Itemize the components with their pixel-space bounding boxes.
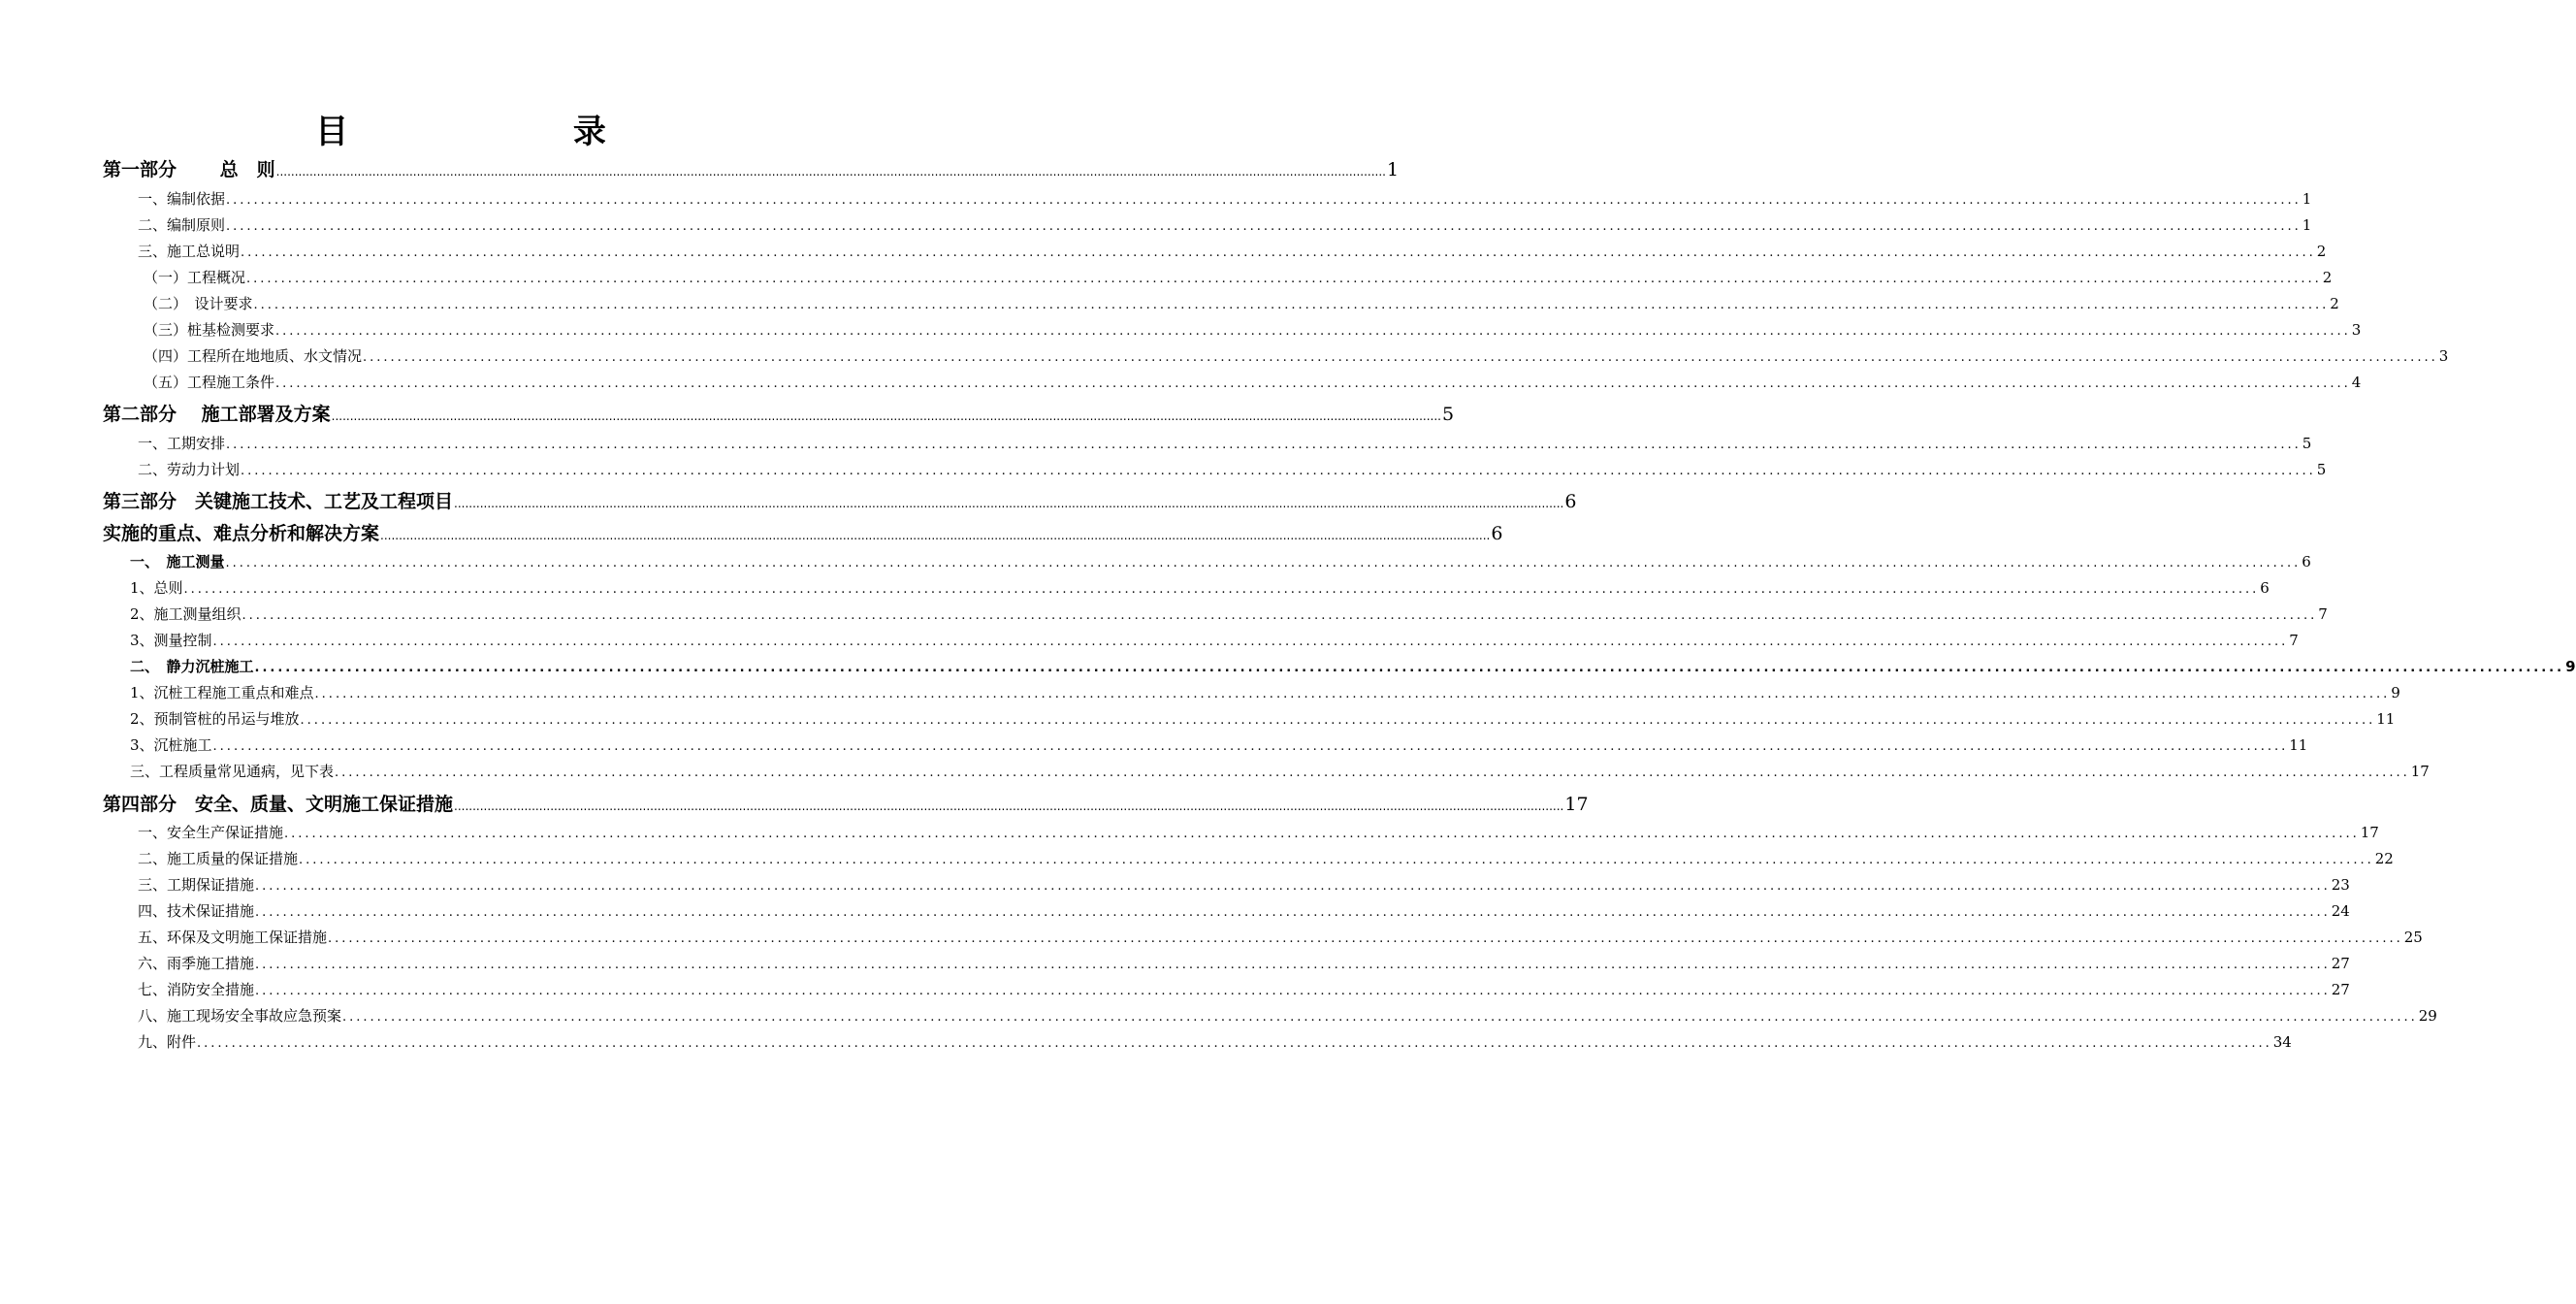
toc-entry-page-number: 6 [1491,523,1503,544]
toc-entry[interactable] [138,953,2350,973]
toc-entry-label: 九、附件 [138,1033,197,1051]
toc-leader-dots: ............................................................................................................................................................................................................................................................................................................ [454,799,1564,813]
toc-entry[interactable] [130,577,2270,598]
toc-leader-dots: ............................................................................................................................................................................................................................................................................................................ [242,608,2318,623]
toc-entry-label: 2、施工测量组织 [130,605,242,623]
toc-entry-label: 三、施工总说明 [138,243,241,260]
toc-entry-page-number: 6 [2302,553,2311,570]
toc-entry-label: 三、工程质量常见通病，见下表 [130,763,335,780]
toc-entry-label: 3、沉桩施工 [130,736,212,754]
toc-entry[interactable] [138,241,2327,261]
toc-entry-page-number: 34 [2272,1033,2292,1051]
page-title: 目 录 [315,113,713,151]
toc-leader-dots: ............................................................................................................................................................................................................................................................................................................ [335,766,2410,780]
toc-entry-page-number: 22 [2374,850,2394,867]
toc-entry-page-number: 3 [2351,321,2362,339]
toc-entry-page-number: 23 [2331,876,2350,894]
toc-entry[interactable] [138,459,2327,479]
toc-entry[interactable] [144,345,2449,366]
toc-entry[interactable] [144,372,2362,392]
toc-leader-dots: ............................................................................................................................................................................................................................................................................................................ [183,582,2260,597]
toc-entry-label: 1、沉桩工程施工重点和难点 [130,684,314,701]
toc-entry-label: 六、雨季施工措施 [138,955,255,972]
toc-entry-label: 第二部分 施工部署及方案 [103,404,331,425]
toc-leader-dots: ............................................................................................................................................................................................................................................................................................................ [300,713,2376,728]
toc-entry-page-number: 7 [2318,605,2328,623]
toc-leader-dots: ............................................................................................................................................................................................................................................................................................................ [275,165,1386,179]
toc-leader-dots: ............................................................................................................................................................................................................................................................................................................ [331,409,1441,423]
toc-entry-label: 一、安全生产保证措施 [138,824,284,841]
toc-leader-dots: ............................................................................................................................................................................................................................................................................................................ [314,687,2391,701]
toc-entry[interactable] [103,519,1503,545]
toc-entry-label: 一、 施工测量 [130,553,225,570]
toc-entry[interactable] [138,1005,2437,1026]
toc-entry-label: （二） 设计要求 [144,295,253,312]
toc-entry-page-number: 11 [2376,710,2396,728]
toc-entry[interactable] [103,400,1455,426]
toc-entry-label: 二、施工质量的保证措施 [138,850,299,867]
toc-leader-dots: ............................................................................................................................................................................................................................................................................................................ [255,984,2331,998]
toc-entry-page-number: 27 [2331,981,2350,998]
toc-entry[interactable] [138,822,2379,842]
toc-entry-label: 3、测量控制 [130,632,212,649]
toc-entry[interactable] [130,656,2576,676]
toc-leader-dots: ............................................................................................................................................................................................................................................................................................................ [284,827,2360,841]
toc-leader-dots: ............................................................................................................................................................................................................................................................................................................ [226,438,2302,452]
toc-entry[interactable] [103,790,1589,816]
toc-entry-page-number: 17 [1564,794,1589,815]
toc-entry-page-number: 11 [2289,736,2308,754]
toc-entry-page-number: 24 [2331,902,2350,920]
toc-entry-page-number: 2 [2322,269,2333,286]
toc-leader-dots: ............................................................................................................................................................................................................................................................................................................ [255,905,2331,920]
toc-leader-dots: ............................................................................................................................................................................................................................................................................................................ [299,853,2374,867]
toc-leader-dots: ............................................................................................................................................................................................................................................................................................................ [275,324,2351,339]
toc-entry-label: 第一部分 总 则 [103,159,275,180]
toc-entry[interactable] [103,155,1400,181]
toc-entry-page-number: 2 [2330,295,2339,312]
toc-leader-dots: ............................................................................................................................................................................................................................................................................................................ [226,193,2302,208]
toc-entry-page-number: 27 [2331,955,2350,972]
toc-entry-page-number: 7 [2289,632,2299,649]
toc-leader-dots: ............................................................................................................................................................................................................................................................................................................ [328,931,2403,946]
toc-entry[interactable] [130,603,2328,624]
toc-entry-page-number: 1 [2302,216,2312,234]
toc-entry-page-number: 4 [2351,374,2362,391]
toc-leader-dots: ............................................................................................................................................................................................................................................................................................................ [226,219,2302,234]
toc-entry-page-number: 29 [2418,1007,2437,1025]
toc-leader-dots: ............................................................................................................................................................................................................................................................................................................ [241,245,2316,260]
toc-entry-label: （五）工程施工条件 [144,374,275,391]
toc-entry-label: （四）工程所在地地质、水文情况 [144,347,363,365]
toc-entry-label: 七、消防安全措施 [138,981,255,998]
toc-entry-label: 一、编制依据 [138,190,226,208]
toc-entry[interactable] [138,1031,2292,1052]
toc-entry-label: 五、环保及文明施工保证措施 [138,929,328,946]
toc-entry-page-number: 17 [2410,763,2430,780]
toc-leader-dots: ............................................................................................................................................................................................................................................................................................................ [380,529,1491,542]
toc-entry-label: 1、总则 [130,579,183,597]
toc-entry[interactable] [130,551,2311,571]
toc-entry-label: 一、工期安排 [138,435,226,452]
toc-entry[interactable] [138,433,2312,453]
toc-entry-page-number: 25 [2403,929,2423,946]
toc-entry-page-number: 2 [2316,243,2327,260]
toc-entry-label: 四、技术保证措施 [138,902,255,920]
toc-entry-page-number: 5 [2316,461,2327,478]
toc-leader-dots: ............................................................................................................................................................................................................................................................................................................ [342,1010,2418,1025]
toc-entry[interactable] [130,761,2430,781]
toc-entry-label: 实施的重点、难点分析和解决方案 [103,523,380,544]
toc-entry[interactable] [144,267,2333,287]
toc-entry[interactable] [130,630,2299,650]
toc-entry-label: 三、工期保证措施 [138,876,255,894]
toc-leader-dots: ............................................................................................................................................................................................................................................................................................................ [255,879,2331,894]
toc-entry-label: （一）工程概况 [144,269,246,286]
toc-leader-dots: ............................................................................................................................................................................................................................................................................................................ [246,272,2322,286]
toc-entry[interactable] [138,927,2423,947]
toc-entry[interactable] [144,319,2362,340]
toc-entry-label: 第四部分 安全、质量、文明施工保证措施 [103,794,454,815]
toc-entry[interactable] [138,900,2350,921]
toc-entry-label: 二、劳动力计划 [138,461,241,478]
toc-entry-page-number: 6 [1564,491,1577,512]
toc-leader-dots: ............................................................................................................................................................................................................................................................................................................ [197,1036,2272,1051]
toc-entry[interactable] [130,682,2400,702]
toc-entry[interactable] [138,874,2350,895]
toc-entry-label: 二、 静力沉桩施工 [130,658,254,675]
toc-entry-page-number: 5 [2302,435,2312,452]
toc-entry-page-number: 9 [2391,684,2400,701]
toc-entry-page-number: 1 [2302,190,2312,208]
toc-entry-label: 八、施工现场安全事故应急预案 [138,1007,342,1025]
toc-entry[interactable] [138,848,2394,868]
toc-entry-label: 第三部分 关键施工技术、工艺及工程项目 [103,491,454,512]
toc-leader-dots: ............................................................................................................................................................................................................................................................................................................ [275,376,2351,391]
toc-entry-label: 2、预制管桩的吊运与堆放 [130,710,300,728]
toc-leader-dots: ............................................................................................................................................................................................................................................................................................................ [255,958,2331,972]
toc-entry-page-number: 5 [1441,404,1455,425]
toc-leader-dots: ............................................................................................................................................................................................................................................................................................................ [253,298,2330,312]
toc-entry[interactable] [144,293,2339,313]
toc-leader-dots: ............................................................................................................................................................................................................................................................................................................ [212,635,2289,649]
toc-entry[interactable] [138,188,2312,209]
toc-leader-dots: ............................................................................................................................................................................................................................................................................................................ [212,739,2289,754]
toc-entry-page-number: 3 [2438,347,2449,365]
toc-entry-page-number: 9 [2565,658,2576,675]
toc-entry-label: 二、编制原则 [138,216,226,234]
toc-leader-dots: ............................................................................................................................................................................................................................................................................................................ [225,556,2302,570]
toc-leader-dots: ............................................................................................................................................................................................................................................................................................................ [241,464,2316,478]
toc-entry[interactable] [138,214,2312,235]
toc-entry[interactable] [130,734,2308,755]
toc-entry[interactable] [138,979,2350,999]
toc-entry-page-number: 17 [2360,824,2379,841]
toc-entry-page-number: 1 [1386,159,1400,180]
toc-leader-dots: ............................................................................................................................................................................................................................................................................................................ [363,350,2438,365]
toc-leader-dots: ............................................................................................................................................................................................................................................................................................................ [254,661,2565,675]
toc-entry-label: （三）桩基检测要求 [144,321,275,339]
toc-entry[interactable] [130,708,2396,729]
toc-entry-page-number: 6 [2260,579,2270,597]
toc-leader-dots: ............................................................................................................................................................................................................................................................................................................ [454,497,1564,510]
toc-entry[interactable] [103,487,1577,513]
